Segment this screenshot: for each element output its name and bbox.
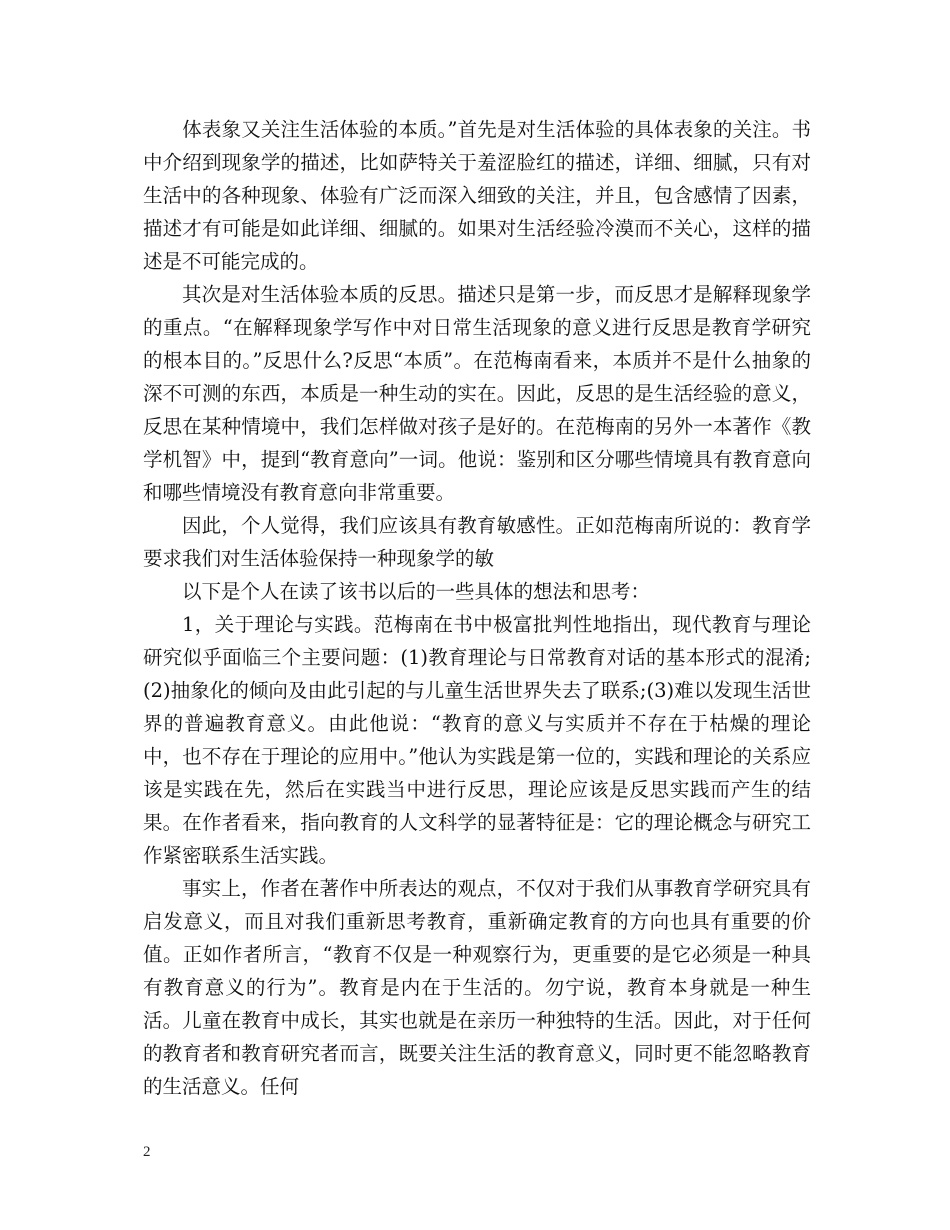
paragraph-reflection-essence: 其次是对生活体验本质的反思。描述只是第一步，而反思才是解释现象学的重点。“在解释现象学写作中对日常生活现象的意义进行反思是教育学研究的根本目的。”反思什么?反思“本质”。在范梅南看来，本质并不是什么抽象的深不可测的东西，本质是一种生动的实在。因此，反思的是生活经验的意义，反思在某种情境中，我们怎样做对孩子是好的。在范梅南的另外一本著作《教学机智》中，提到“教育意向”一词。他说：鉴别和区分哪些情境具有教育意向和哪些情境没有教育意向非常重要。: [143, 283, 811, 504]
paragraph-theory-practice: 1，关于理论与实践。范梅南在书中极富批判性地指出，现代教育与理论研究似乎面临三个主要问题：(1)教育理论与日常教育对话的基本形式的混淆;(2)抽象化的倾向及由此引起的与儿童生活世界失去了联系;(3)难以发现生活世界的普遍教育意义。由此他说：“教育的意义与实质并不存在于枯燥的理论中，也不存在于理论的应用中。”他认为实践是第一位的，实践和理论的关系应该是实践在先，然后在实践当中进行反思，理论应该是反思实践而产生的结果。在作者看来，指向教育的人文科学的显著特征是：它的理论概念与研究工作紧密联系生活实践。: [143, 613, 811, 867]
paragraph-in-fact: 事实上，作者在著作中所表达的观点，不仅对于我们从事教育学研究具有启发意义，而且对我们重新思考教育，重新确定教育的方向也具有重要的价值。正如作者所言，“教育不仅是一种观察行为，更重要的是它必须是一种具有教育意义的行为”。教育是内在于生活的。勿宁说，教育本身就是一种生活。儿童在教育中成长，其实也就是在亲历一种独特的生活。因此，对于任何的教育者和教育研究者而言，既要关注生活的教育意义，同时更不能忽略教育的生活意义。任何: [143, 877, 811, 1098]
page-number: 2: [143, 1144, 151, 1160]
paragraph-intro-thoughts: 以下是个人在读了该书以后的一些具体的想法和思考：: [182, 580, 651, 603]
paragraph-educational-sensitivity: 因此，个人觉得，我们应该具有教育敏感性。正如范梅南所说的：教育学要求我们对生活体验保持一种现象学的敏: [143, 514, 811, 570]
body-text: [143, 113, 811, 1103]
paragraph-continuation: 体表象又关注生活体验的本质。”首先是对生活体验的具体表象的关注。书中介绍到现象学的描述，比如萨特关于羞涩脸红的描述，详细、细腻，只有对生活中的各种现象、体验有广泛而深入细致的关注，并且，包含感情了因素，描述才有可能是如此详细、细腻的。如果对生活经验冷漠而不关心，这样的描述是不可能完成的。: [143, 118, 811, 273]
